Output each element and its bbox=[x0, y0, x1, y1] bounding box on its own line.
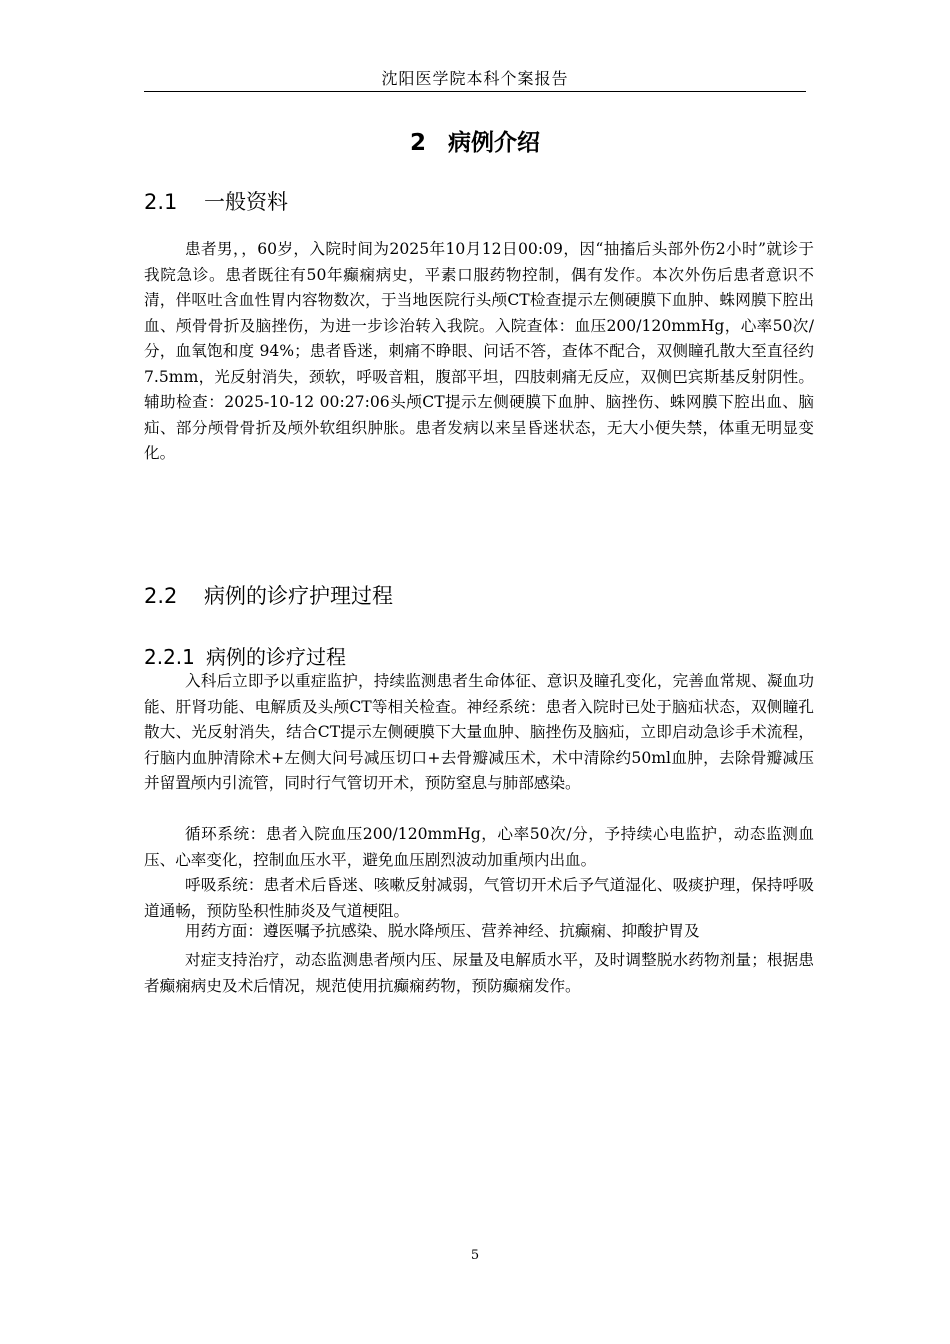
section-title-text: 一般资料 bbox=[204, 190, 288, 214]
running-header: 沈阳医学院本科个案报告 bbox=[381, 69, 569, 88]
subsection-heading-2-2-1 bbox=[144, 641, 346, 670]
treatment-paragraph-respiration: 呼吸系统：患者术后昏迷、咳嗽反射减弱，气管切开术后予气道湿化、吸痰护理，保持呼吸道通畅，预防坠积性肺炎及气道梗阻。 bbox=[144, 876, 814, 920]
chapter-title-text: 病例介绍 bbox=[448, 130, 540, 156]
chapter-number: 2 bbox=[409, 130, 426, 156]
treatment-paragraph-supportive: 对症支持治疗，动态监测患者颅内压、尿量及电解质水平，及时调整脱水药物剂量；根据患者癫痫病史及术后情况，规范使用抗癫痫药物，预防癫痫发作。 bbox=[144, 951, 814, 995]
page-number: 5 bbox=[470, 1248, 480, 1263]
section-heading-2-2 bbox=[144, 580, 393, 610]
section-number: 2.2 bbox=[144, 584, 178, 608]
subsection-title-text: 病例的诊疗过程 bbox=[206, 645, 346, 669]
treatment-paragraph-circulation: 循环系统：患者入院血压200/120mmHg，心率50次/分，予持续心电监护，动态监测血压、心率变化，控制血压水平，避免血压剧烈波动加重颅内出血。 bbox=[144, 825, 814, 869]
treatment-paragraph-medication: 用药方面：遵医嘱予抗感染、脱水降颅压、营养神经、抗癫痫、抑酸护胃及 bbox=[185, 922, 700, 940]
section-title-text: 病例的诊疗护理过程 bbox=[204, 584, 393, 608]
general-info-paragraph: 患者男，，60岁，入院时间为2025年10月12日00:09，因“抽搐后头部外伤2小时”就诊于我院急诊。患者既往有50年癫痫病史，平素口服药物控制，偶有发作。本次外伤后患者意识不清，伴呕吐含血性胃内容物数次，于当地医院行头颅CT检查提示左侧硬膜下血肿、蛛网膜下腔出血、颅骨骨折及脑挫伤，为进一步诊治转入我院。入院查体：血压200/120mmHg，心率50次/分，血氧饱和度 94%；患者昏迷，刺痛不睁眼、问话不答，查体不配合，双侧瞳孔散大至直径约7.5mm，光反射消失，颈软，呼吸音粗，腹部平坦，四肢刺痛无反应，双侧巴宾斯基反射阴性。辅助检查：2025-10-12 00:27:06头颅CT提示左侧硬膜下血肿、脑挫伤、蛛网膜下腔出血、脑疝、部分颅骨骨折及颅外软组织肿胀。患者发病以来呈昏迷状态，无大小便失禁，体重无明显变化。 bbox=[144, 240, 814, 462]
section-number: 2.1 bbox=[144, 190, 178, 214]
subsection-number: 2.2.1 bbox=[144, 645, 195, 669]
treatment-paragraph-neuro: 入科后立即予以重症监护，持续监测患者生命体征、意识及瞳孔变化，完善血常规、凝血功能、肝肾功能、电解质及头颅CT等相关检查。神经系统：患者入院时已处于脑疝状态，双侧瞳孔散大、光反射消失，结合CT提示左侧硬膜下大量血肿、脑挫伤及脑疝，立即启动急诊手术流程，行脑内血肿清除术+左侧大问号减压切口+去骨瓣减压术，术中清除约50ml血肿，去除骨瓣减压并留置颅内引流管，同时行气管切开术，预防窒息与肺部感染。 bbox=[144, 672, 814, 792]
chapter-title bbox=[144, 124, 806, 157]
header-divider bbox=[144, 91, 806, 92]
section-heading-2-1 bbox=[144, 186, 288, 216]
